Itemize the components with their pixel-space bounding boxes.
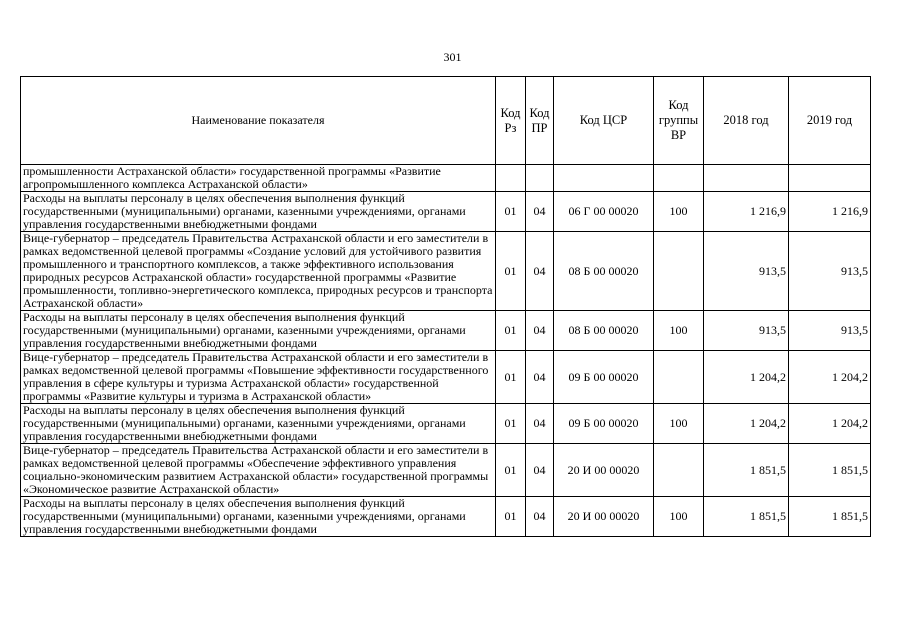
row-pr: 04 xyxy=(526,404,554,444)
row-name: Расходы на выплаты персоналу в целях обеспечения выполнения функций государственными (муниципальными) органами, казенными учреждениями, органами управления государственными внебюджетными фондами xyxy=(21,311,496,351)
row-rz xyxy=(496,165,526,192)
row-2019: 913,5 xyxy=(789,232,871,311)
row-pr: 04 xyxy=(526,192,554,232)
row-2019 xyxy=(789,165,871,192)
row-vr: 100 xyxy=(654,497,704,537)
row-csr: 20 И 00 00020 xyxy=(554,444,654,497)
row-csr: 08 Б 00 00020 xyxy=(554,311,654,351)
row-vr: 100 xyxy=(654,192,704,232)
table-row xyxy=(21,311,871,351)
header-rz: Код Рз xyxy=(496,77,526,165)
budget-table xyxy=(20,76,871,537)
header-pr: Код ПР xyxy=(526,77,554,165)
row-2018: 1 216,9 xyxy=(704,192,789,232)
row-pr xyxy=(526,165,554,192)
table-row xyxy=(21,351,871,404)
row-name: Вице-губернатор – председатель Правительства Астраханской области и его заместители в рамках ведомственной целевой программы «Повышение эффективности государственного управления в сфере культуры и туризма Астраханской области» государственной программы «Развитие культуры и туризма в Астраханской области» xyxy=(21,351,496,404)
row-vr xyxy=(654,165,704,192)
row-csr: 08 Б 00 00020 xyxy=(554,232,654,311)
header-2019: 2019 год xyxy=(789,77,871,165)
row-name: Расходы на выплаты персоналу в целях обеспечения выполнения функций государственными (муниципальными) органами, казенными учреждениями, органами управления государственными внебюджетными фондами xyxy=(21,497,496,537)
row-rz: 01 xyxy=(496,351,526,404)
row-pr: 04 xyxy=(526,351,554,404)
row-rz: 01 xyxy=(496,444,526,497)
row-pr: 04 xyxy=(526,311,554,351)
row-name: Вице-губернатор – председатель Правительства Астраханской области и его заместители в рамках ведомственной целевой программы «Создание условий для устойчивого развития промышленного и транспортного комплексов, а также эффективного использования природных ресурсов Астраханской области» государственной программы «Развитие промышленности, топливно-энергетического комплекса, природных ресурсов и транспорта Астраханской области» xyxy=(21,232,496,311)
row-2019: 1 851,5 xyxy=(789,444,871,497)
row-2019: 1 851,5 xyxy=(789,497,871,537)
table-row xyxy=(21,165,871,192)
header-vr: Код группы ВР xyxy=(654,77,704,165)
row-2018: 1 851,5 xyxy=(704,444,789,497)
header-name: Наименование показателя xyxy=(21,77,496,165)
table-row xyxy=(21,497,871,537)
row-csr: 20 И 00 00020 xyxy=(554,497,654,537)
row-csr: 09 Б 00 00020 xyxy=(554,351,654,404)
row-2018: 913,5 xyxy=(704,311,789,351)
row-2018: 1 851,5 xyxy=(704,497,789,537)
row-pr: 04 xyxy=(526,444,554,497)
row-pr: 04 xyxy=(526,232,554,311)
row-csr xyxy=(554,165,654,192)
row-vr: 100 xyxy=(654,311,704,351)
row-2019: 1 204,2 xyxy=(789,404,871,444)
row-name: промышленности Астраханской области» государственной программы «Развитие агропромышленного комплекса Астраханской области» xyxy=(21,165,496,192)
row-rz: 01 xyxy=(496,192,526,232)
row-2018: 913,5 xyxy=(704,232,789,311)
row-csr: 09 Б 00 00020 xyxy=(554,404,654,444)
row-name: Расходы на выплаты персоналу в целях обеспечения выполнения функций государственными (муниципальными) органами, казенными учреждениями, органами управления государственными внебюджетными фондами xyxy=(21,404,496,444)
row-vr xyxy=(654,351,704,404)
row-2018 xyxy=(704,165,789,192)
header-2018: 2018 год xyxy=(704,77,789,165)
row-2018: 1 204,2 xyxy=(704,351,789,404)
row-pr: 04 xyxy=(526,497,554,537)
row-name: Вице-губернатор – председатель Правительства Астраханской области и его заместители в рамках ведомственной целевой программы «Обеспечение эффективного управления социально-экономическим развитием Астраханской области» государственной программы «Экономическое развитие Астраханской области» xyxy=(21,444,496,497)
row-rz: 01 xyxy=(496,311,526,351)
row-rz: 01 xyxy=(496,232,526,311)
row-csr: 06 Г 00 00020 xyxy=(554,192,654,232)
row-2018: 1 204,2 xyxy=(704,404,789,444)
table-row xyxy=(21,444,871,497)
row-vr: 100 xyxy=(654,404,704,444)
table-row xyxy=(21,232,871,311)
header-csr: Код ЦСР xyxy=(554,77,654,165)
row-rz: 01 xyxy=(496,404,526,444)
row-2019: 913,5 xyxy=(789,311,871,351)
row-vr xyxy=(654,444,704,497)
row-vr xyxy=(654,232,704,311)
row-2019: 1 204,2 xyxy=(789,351,871,404)
table-header-row xyxy=(21,77,871,165)
row-rz: 01 xyxy=(496,497,526,537)
row-2019: 1 216,9 xyxy=(789,192,871,232)
table-row xyxy=(21,404,871,444)
page-number: 301 xyxy=(443,50,462,64)
table-row xyxy=(21,192,871,232)
row-name: Расходы на выплаты персоналу в целях обеспечения выполнения функций государственными (муниципальными) органами, казенными учреждениями, органами управления государственными внебюджетными фондами xyxy=(21,192,496,232)
